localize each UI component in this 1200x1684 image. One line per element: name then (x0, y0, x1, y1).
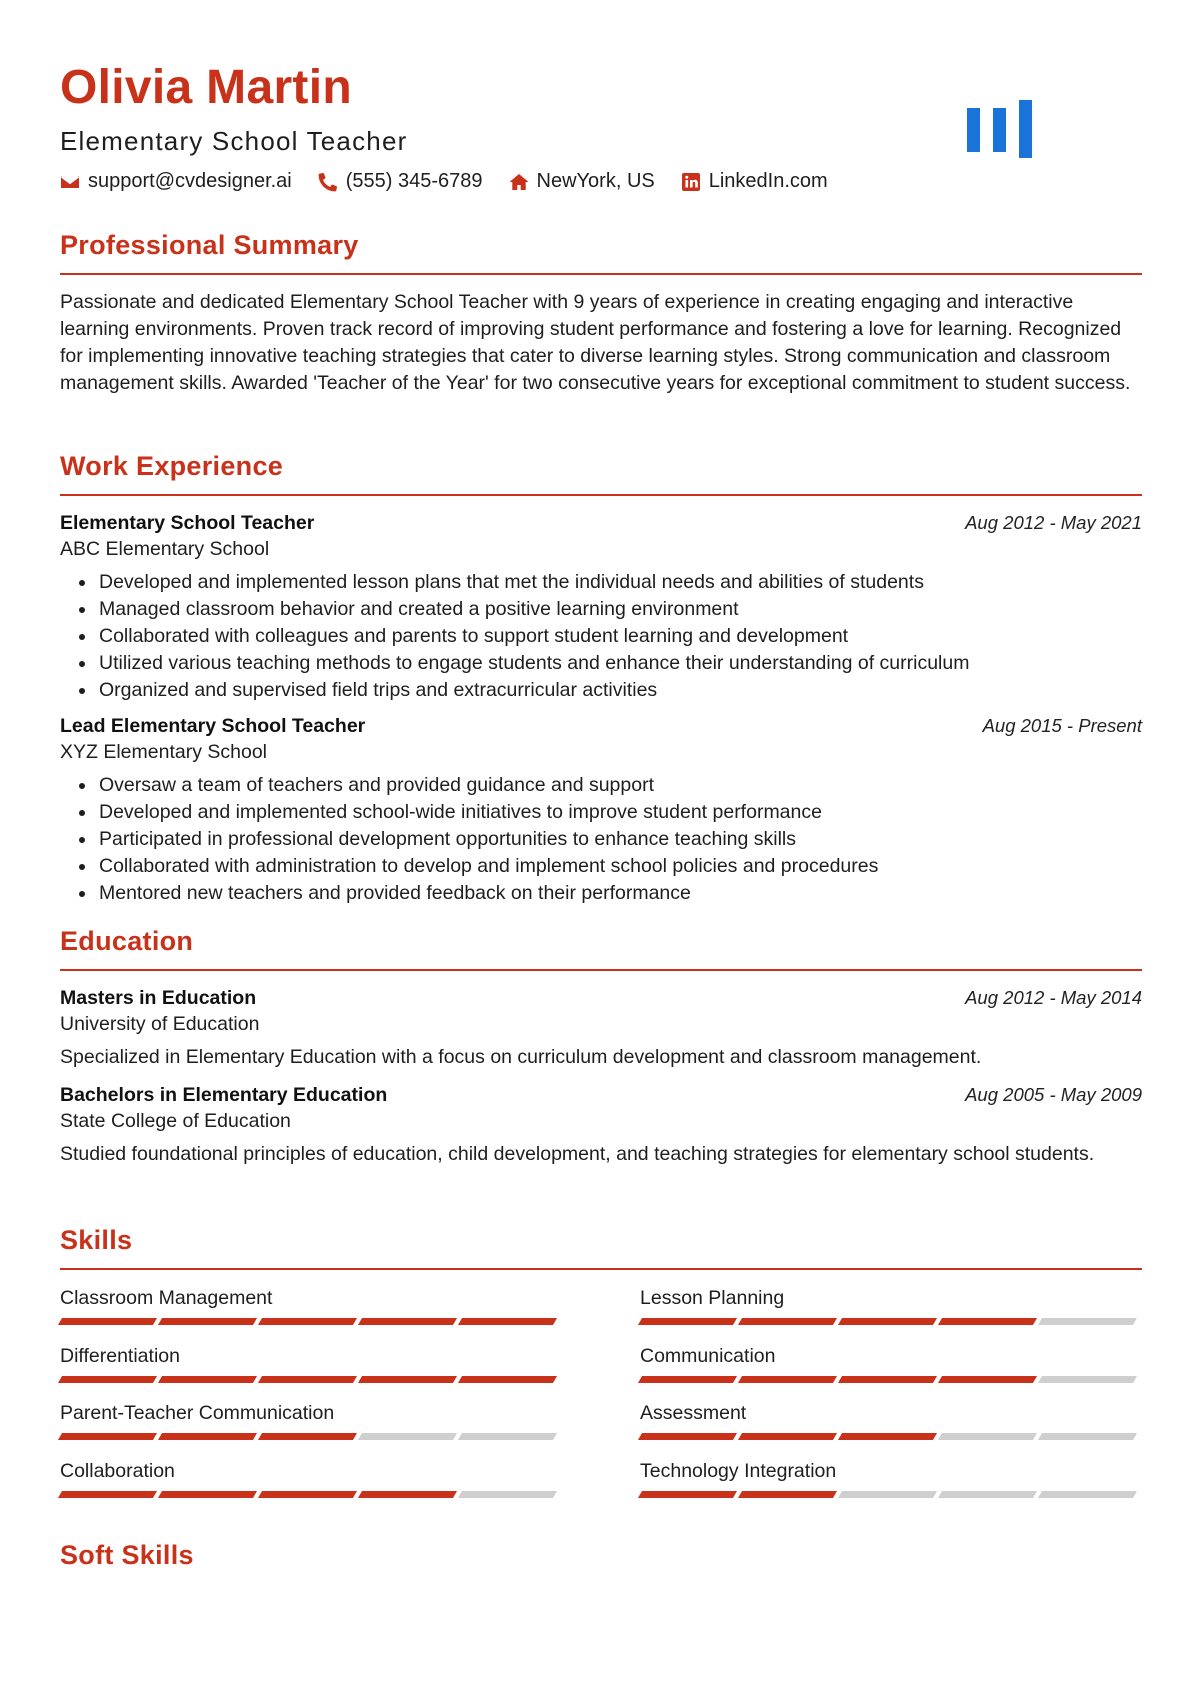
skill-item (640, 1286, 1142, 1344)
bullet-item: • Utilized various teaching methods to engage students and enhance their understanding of curriculum (97, 650, 1142, 677)
section-divider (60, 1268, 1142, 1270)
bullet-item: • Organized and supervised field trips and extracurricular activities (97, 677, 1142, 704)
bullet-item: • Mentored new teachers and provided feedback on their performance (97, 880, 1142, 907)
bullet-item: • Collaborated with administration to develop and implement school policies and procedures (97, 853, 1142, 880)
skill-level-segment-filled (358, 1376, 457, 1383)
skill-level-bar (60, 1433, 562, 1440)
skill-level-bar (640, 1318, 1142, 1325)
skill-level-segment-filled (258, 1376, 357, 1383)
resume-header (60, 0, 1142, 215)
skill-level-segment-filled (738, 1376, 837, 1383)
skill-level-segment-filled (358, 1318, 457, 1325)
section-divider (60, 494, 1142, 496)
skill-level-segment-empty (1038, 1376, 1137, 1383)
phone-text: (555) 345-6789 (345, 170, 483, 192)
skill-level-segment-filled (258, 1433, 357, 1440)
summary-section (60, 232, 1142, 397)
job-dates: Aug 2012 - May 2021 (965, 512, 1142, 533)
contact-phone[interactable] (318, 170, 483, 193)
section-title: Professional Summary (60, 230, 359, 260)
skill-name: Collaboration (60, 1459, 175, 1482)
skill-level-segment-empty (938, 1491, 1037, 1498)
candidate-name: Olivia Martin (60, 61, 352, 114)
skill-level-segment-filled (638, 1376, 737, 1383)
education-dates: Aug 2012 - May 2014 (965, 987, 1142, 1008)
bullet-item: • Participated in professional development opportunities to enhance teaching skills (97, 826, 1142, 853)
education-dates: Aug 2005 - May 2009 (965, 1084, 1142, 1105)
location-text: NewYork, US (536, 170, 655, 192)
degree-title: Masters in Education (60, 987, 257, 1009)
skill-level-segment-empty (458, 1491, 557, 1498)
skill-level-segment-empty (1038, 1491, 1137, 1498)
job-bullets (60, 772, 1142, 907)
job-dates: Aug 2015 - Present (982, 715, 1142, 736)
skill-level-bar (640, 1491, 1142, 1498)
skill-item (60, 1344, 562, 1402)
skill-level-segment-filled (358, 1491, 457, 1498)
skill-level-segment-filled (638, 1491, 737, 1498)
job-entry (60, 715, 1142, 907)
skill-level-segment-filled (738, 1491, 837, 1498)
skill-level-segment-filled (158, 1433, 257, 1440)
skill-level-bar (640, 1433, 1142, 1440)
skill-level-segment-filled (58, 1376, 157, 1383)
education-description: Studied foundational principles of education, child development, and teaching strategies for elementary school students. (60, 1143, 1095, 1165)
job-employer: ABC Elementary School (60, 538, 270, 560)
bullet-item: • Collaborated with colleagues and parents to support student learning and development (97, 623, 1142, 650)
skill-item (60, 1286, 562, 1344)
job-entry (60, 512, 1142, 704)
skills-section (60, 1227, 1142, 1516)
job-title: Lead Elementary School Teacher (60, 715, 366, 737)
skill-level-segment-empty (358, 1433, 457, 1440)
skill-name: Assessment (640, 1402, 747, 1424)
section-title: Education (60, 926, 194, 956)
skill-level-bar (640, 1376, 1142, 1383)
skill-level-segment-filled (158, 1491, 257, 1498)
skill-level-bar (60, 1376, 562, 1383)
skill-level-segment-filled (738, 1433, 837, 1440)
education-entry (60, 1084, 1142, 1168)
job-title: Elementary School Teacher (60, 512, 315, 534)
school-name: State College of Education (60, 1110, 291, 1132)
skill-item (640, 1344, 1142, 1402)
section-title: Work Experience (60, 451, 284, 481)
skill-name: Differentiation (60, 1344, 180, 1367)
bullet-item: • Developed and implemented lesson plans that met the individual needs and abilities of students (97, 569, 1142, 596)
section-divider (60, 969, 1142, 971)
education-entry (60, 987, 1142, 1071)
linkedin-text: LinkedIn.com (708, 170, 828, 192)
skill-level-segment-empty (458, 1433, 557, 1440)
contact-linkedin[interactable] (681, 170, 828, 193)
skill-name: Classroom Management (60, 1287, 273, 1309)
skill-level-segment-filled (258, 1491, 357, 1498)
bullet-item: • Oversaw a team of teachers and provided guidance and support (97, 772, 1142, 799)
skill-level-segment-filled (838, 1433, 937, 1440)
skill-level-segment-filled (838, 1376, 937, 1383)
skill-level-segment-filled (458, 1318, 557, 1325)
bullet-item: • Managed classroom behavior and created a positive learning environment (97, 596, 1142, 623)
soft-skills-section (60, 1542, 1142, 1569)
skill-level-segment-filled (58, 1433, 157, 1440)
skill-name: Parent-Teacher Communication (60, 1402, 335, 1424)
skill-name: Lesson Planning (640, 1287, 785, 1309)
skill-level-segment-empty (938, 1433, 1037, 1440)
skill-level-segment-empty (1038, 1433, 1137, 1440)
skill-level-segment-filled (938, 1318, 1037, 1325)
education-description: Specialized in Elementary Education with a focus on curriculum development and classroom management. (60, 1046, 982, 1068)
candidate-title: Elementary School Teacher (60, 126, 408, 156)
skill-item (60, 1459, 562, 1517)
skill-level-segment-filled (838, 1318, 937, 1325)
skill-level-segment-filled (258, 1318, 357, 1325)
contact-bar (60, 170, 854, 193)
skill-level-segment-filled (738, 1318, 837, 1325)
experience-section (60, 453, 1142, 907)
bullet-item: • Developed and implemented school-wide initiatives to improve student performance (97, 799, 1142, 826)
skill-name: Technology Integration (640, 1459, 837, 1482)
degree-title: Bachelors in Elementary Education (60, 1084, 388, 1106)
skills-grid (60, 1286, 1142, 1516)
skill-level-segment-filled (58, 1318, 157, 1325)
phone-icon (318, 172, 338, 192)
skill-level-segment-filled (638, 1318, 737, 1325)
job-bullets (60, 569, 1142, 704)
skill-level-segment-filled (458, 1376, 557, 1383)
school-name: University of Education (60, 1013, 260, 1035)
skill-level-segment-empty (838, 1491, 937, 1498)
home-icon (509, 172, 529, 192)
skill-level-segment-filled (158, 1318, 257, 1325)
brand-logo-icon (967, 100, 1047, 160)
section-title: Skills (60, 1225, 133, 1255)
contact-email[interactable] (60, 170, 292, 193)
skill-level-segment-empty (1038, 1318, 1137, 1325)
section-divider (60, 273, 1142, 275)
skill-level-segment-filled (638, 1433, 737, 1440)
section-title: Soft Skills (60, 1540, 194, 1570)
contact-location (509, 170, 655, 193)
email-text: support@cvdesigner.ai (88, 170, 292, 192)
skill-level-segment-filled (938, 1376, 1037, 1383)
linkedin-icon (681, 172, 701, 192)
skill-item (640, 1401, 1142, 1459)
skill-item (640, 1459, 1142, 1517)
skill-item (60, 1401, 562, 1459)
skill-name: Communication (640, 1344, 776, 1367)
skill-level-bar (60, 1318, 562, 1325)
skill-level-segment-filled (58, 1491, 157, 1498)
skill-level-bar (60, 1491, 562, 1498)
education-section (60, 928, 1142, 1168)
envelope-icon (60, 172, 80, 192)
job-employer: XYZ Elementary School (60, 741, 268, 763)
skill-level-segment-filled (158, 1376, 257, 1383)
summary-text: Passionate and dedicated Elementary School Teacher with 9 years of experience in creating engaging and interactive learning environments. Proven track record of improving student performance and fostering a love for learning. Recognized for implementing innovative teaching strategies that cater to diverse learning styles. Strong communication and classroom management skills. Awarded 'Teacher of the Year' for two consecutive years for exceptional commitment to student success. (60, 291, 1131, 394)
